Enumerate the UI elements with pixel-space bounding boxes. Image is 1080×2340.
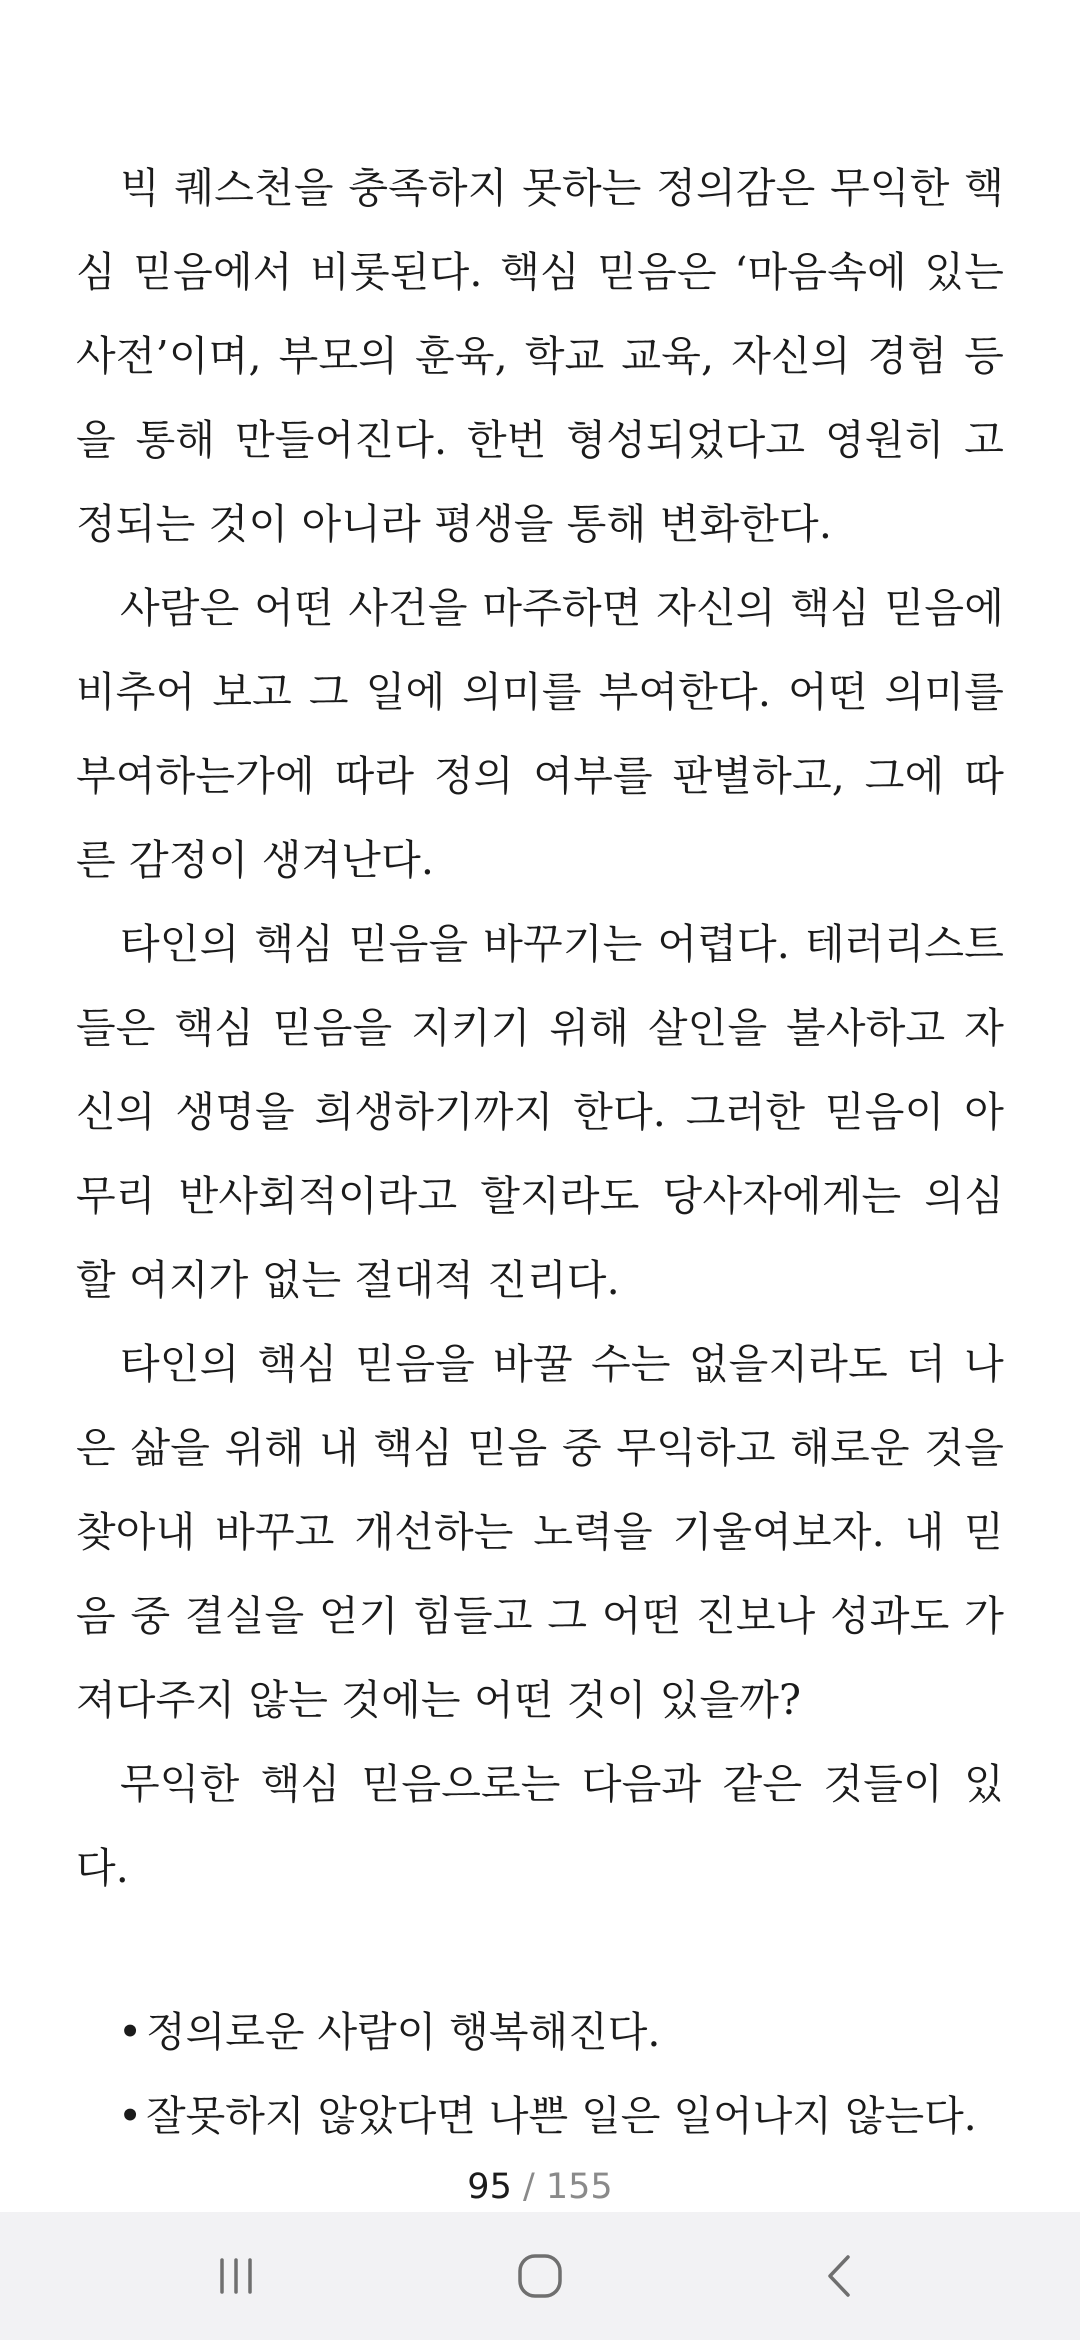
recents-button[interactable] <box>136 2212 336 2340</box>
system-navigation-bar <box>0 2212 1080 2340</box>
recents-icon <box>214 2254 258 2298</box>
bullet-marker: • <box>118 2092 143 2140</box>
page-indicator <box>0 2160 1080 2214</box>
bullet-list <box>76 1990 1004 2158</box>
home-icon <box>515 2251 565 2301</box>
bullet-item <box>118 2074 1004 2158</box>
bullet-item <box>118 1990 1004 2074</box>
spacer <box>76 1910 1004 1990</box>
home-button[interactable] <box>440 2212 640 2340</box>
page-separator: / <box>511 2167 546 2207</box>
total-pages: 155 <box>545 2167 613 2207</box>
back-button[interactable] <box>740 2212 940 2340</box>
back-icon <box>818 2251 862 2301</box>
paragraph: 사람은 어떤 사건을 마주하면 자신의 핵심 믿음에 비추어 보고 그 일에 의미를 부여한다. 어떤 의미를 부여하는가에 따라 정의 여부를 판별하고, 그에 따른 감정이 생겨난다. <box>76 584 1004 884</box>
paragraph: 빅 퀘스천을 충족하지 못하는 정의감은 무익한 핵심 믿음에서 비롯된다. 핵심 믿음은 ‘마음속에 있는 사전’이며, 부모의 훈육, 학교 교육, 자신의 경험 등을 통해 만들어진다. 한번 형성되었다고 영원히 고정되는 것이 아니라 평생을 통해 변화한다. <box>76 164 1004 548</box>
paragraph: 무익한 핵심 믿음으로는 다음과 같은 것들이 있다. <box>76 1760 1004 1892</box>
bullet-marker: • <box>118 2008 143 2056</box>
paragraph: 타인의 핵심 믿음을 바꾸기는 어렵다. 테러리스트들은 핵심 믿음을 지키기 위해 살인을 불사하고 자신의 생명을 희생하기까지 한다. 그러한 믿음이 아무리 반사회적이라고 할지라도 당사자에게는 의심할 여지가 없는 절대적 진리다. <box>76 920 1004 1304</box>
bullet-text: 정의로운 사람이 행복해진다. <box>146 2008 661 2056</box>
book-content <box>76 146 1004 2158</box>
bullet-text: 잘못하지 않았다면 나쁜 일은 일어나지 않는다. <box>146 2092 977 2140</box>
current-page: 95 <box>467 2167 512 2207</box>
paragraph: 타인의 핵심 믿음을 바꿀 수는 없을지라도 더 나은 삶을 위해 내 핵심 믿음 중 무익하고 해로운 것을 찾아내 바꾸고 개선하는 노력을 기울여보자. 내 믿음 중 결실을 얻기 힘들고 그 어떤 진보나 성과도 가져다주지 않는 것에는 어떤 것이 있을까? <box>76 1340 1004 1724</box>
